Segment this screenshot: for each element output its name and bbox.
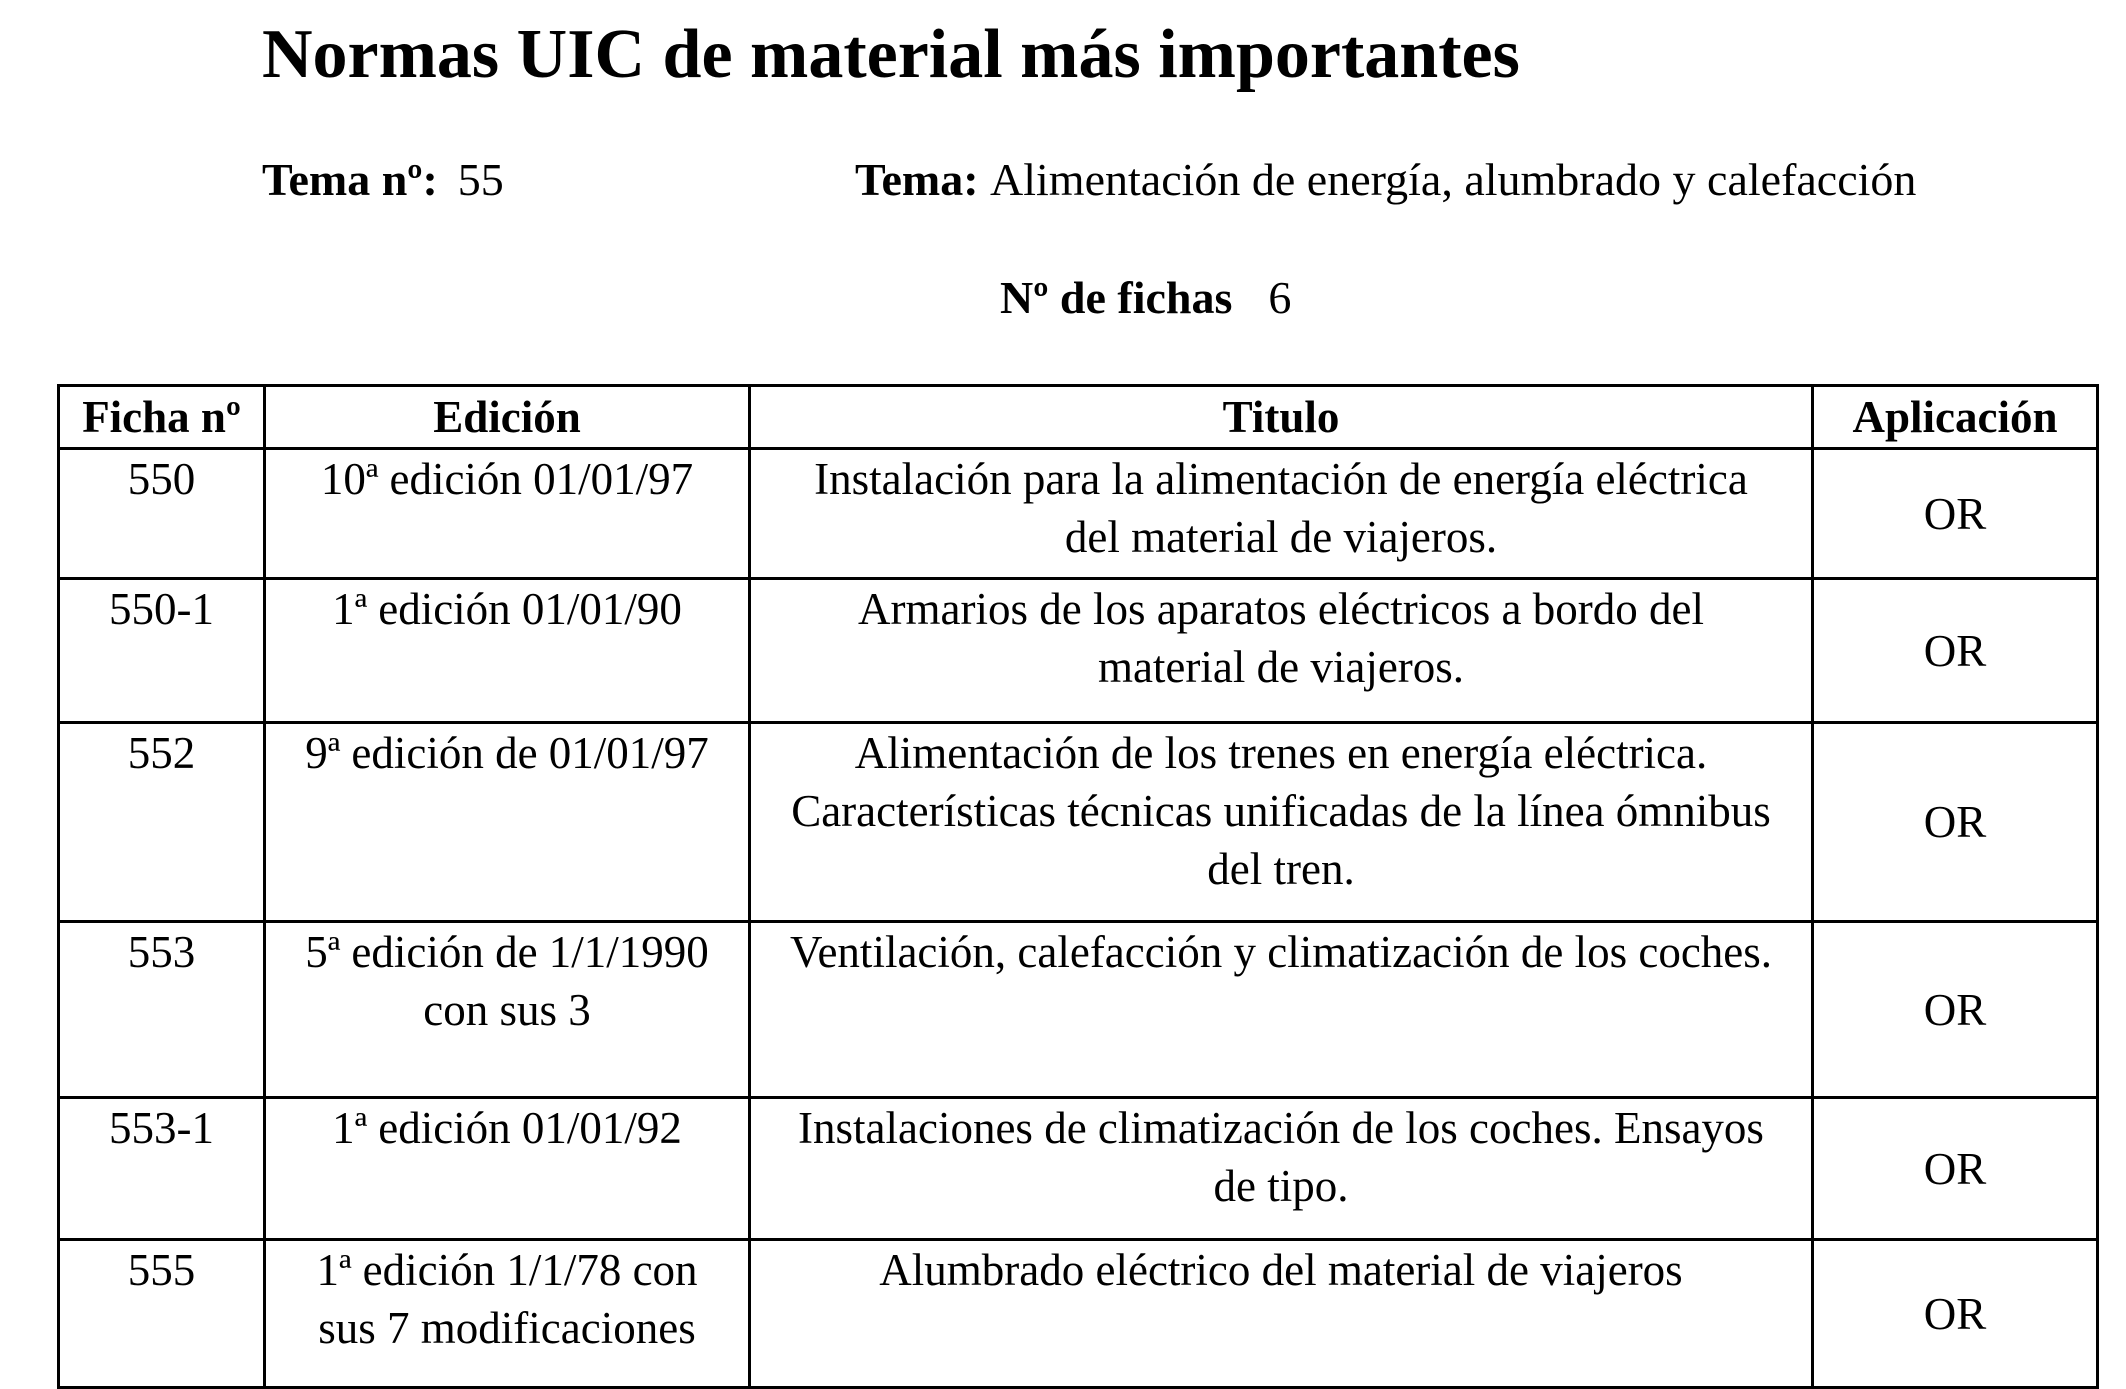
- header-aplicacion: Aplicación: [1813, 386, 2098, 449]
- tema-number-label: Tema nº:: [262, 154, 438, 205]
- table-row: [59, 449, 2098, 579]
- fichas-count-label: Nº de fichas: [1000, 272, 1233, 323]
- cell-titulo: Instalaciones de climatización de los coches. Ensayos de tipo.: [750, 1098, 1813, 1240]
- cell-ficha: 555: [59, 1240, 265, 1388]
- cell-edicion: 1ª edición 1/1/78 con sus 7 modificaciones: [265, 1240, 750, 1388]
- fichas-table: [57, 384, 2099, 1389]
- table-row: [59, 723, 2098, 922]
- table-header-row: [59, 386, 2098, 449]
- header-ficha: Ficha nº: [59, 386, 265, 449]
- fichas-count-value: 6: [1268, 272, 1292, 323]
- cell-edicion: 9ª edición de 01/01/97: [265, 723, 750, 922]
- cell-ficha: 550-1: [59, 579, 265, 723]
- cell-aplicacion: OR: [1813, 579, 2098, 723]
- cell-ficha: 550: [59, 449, 265, 579]
- tema-number: [262, 150, 504, 210]
- cell-ficha: 553-1: [59, 1098, 265, 1240]
- table-row: [59, 579, 2098, 723]
- cell-aplicacion: OR: [1813, 1098, 2098, 1240]
- cell-edicion: 5ª edición de 1/1/1990 con sus 3: [265, 922, 750, 1098]
- cell-edicion: 10ª edición 01/01/97: [265, 449, 750, 579]
- cell-titulo: Instalación para la alimentación de energía eléctrica del material de viajeros.: [750, 449, 1813, 579]
- fichas-count: [1000, 268, 1291, 328]
- document-title: Normas UIC de material más importantes: [262, 16, 1520, 93]
- tema-name: [855, 150, 1916, 210]
- cell-ficha: 553: [59, 922, 265, 1098]
- cell-titulo: Alumbrado eléctrico del material de viajeros: [750, 1240, 1813, 1388]
- cell-titulo: Ventilación, calefacción y climatización de los coches.: [750, 922, 1813, 1098]
- cell-edicion: 1ª edición 01/01/90: [265, 579, 750, 723]
- tema-name-label: Tema:: [855, 154, 979, 205]
- table-row: [59, 922, 2098, 1098]
- table-row: [59, 1098, 2098, 1240]
- cell-edicion: 1ª edición 01/01/92: [265, 1098, 750, 1240]
- cell-aplicacion: OR: [1813, 1240, 2098, 1388]
- cell-titulo: Alimentación de los trenes en energía eléctrica. Características técnicas unificadas de la línea ómnibus del tren.: [750, 723, 1813, 922]
- cell-aplicacion: OR: [1813, 922, 2098, 1098]
- tema-name-value: Alimentación de energía, alumbrado y calefacción: [990, 154, 1917, 205]
- header-edicion: Edición: [265, 386, 750, 449]
- cell-aplicacion: OR: [1813, 723, 2098, 922]
- tema-number-value: 55: [457, 154, 504, 205]
- cell-ficha: 552: [59, 723, 265, 922]
- table-row: [59, 1240, 2098, 1388]
- header-titulo: Titulo: [750, 386, 1813, 449]
- cell-titulo: Armarios de los aparatos eléctricos a bordo del material de viajeros.: [750, 579, 1813, 723]
- cell-aplicacion: OR: [1813, 449, 2098, 579]
